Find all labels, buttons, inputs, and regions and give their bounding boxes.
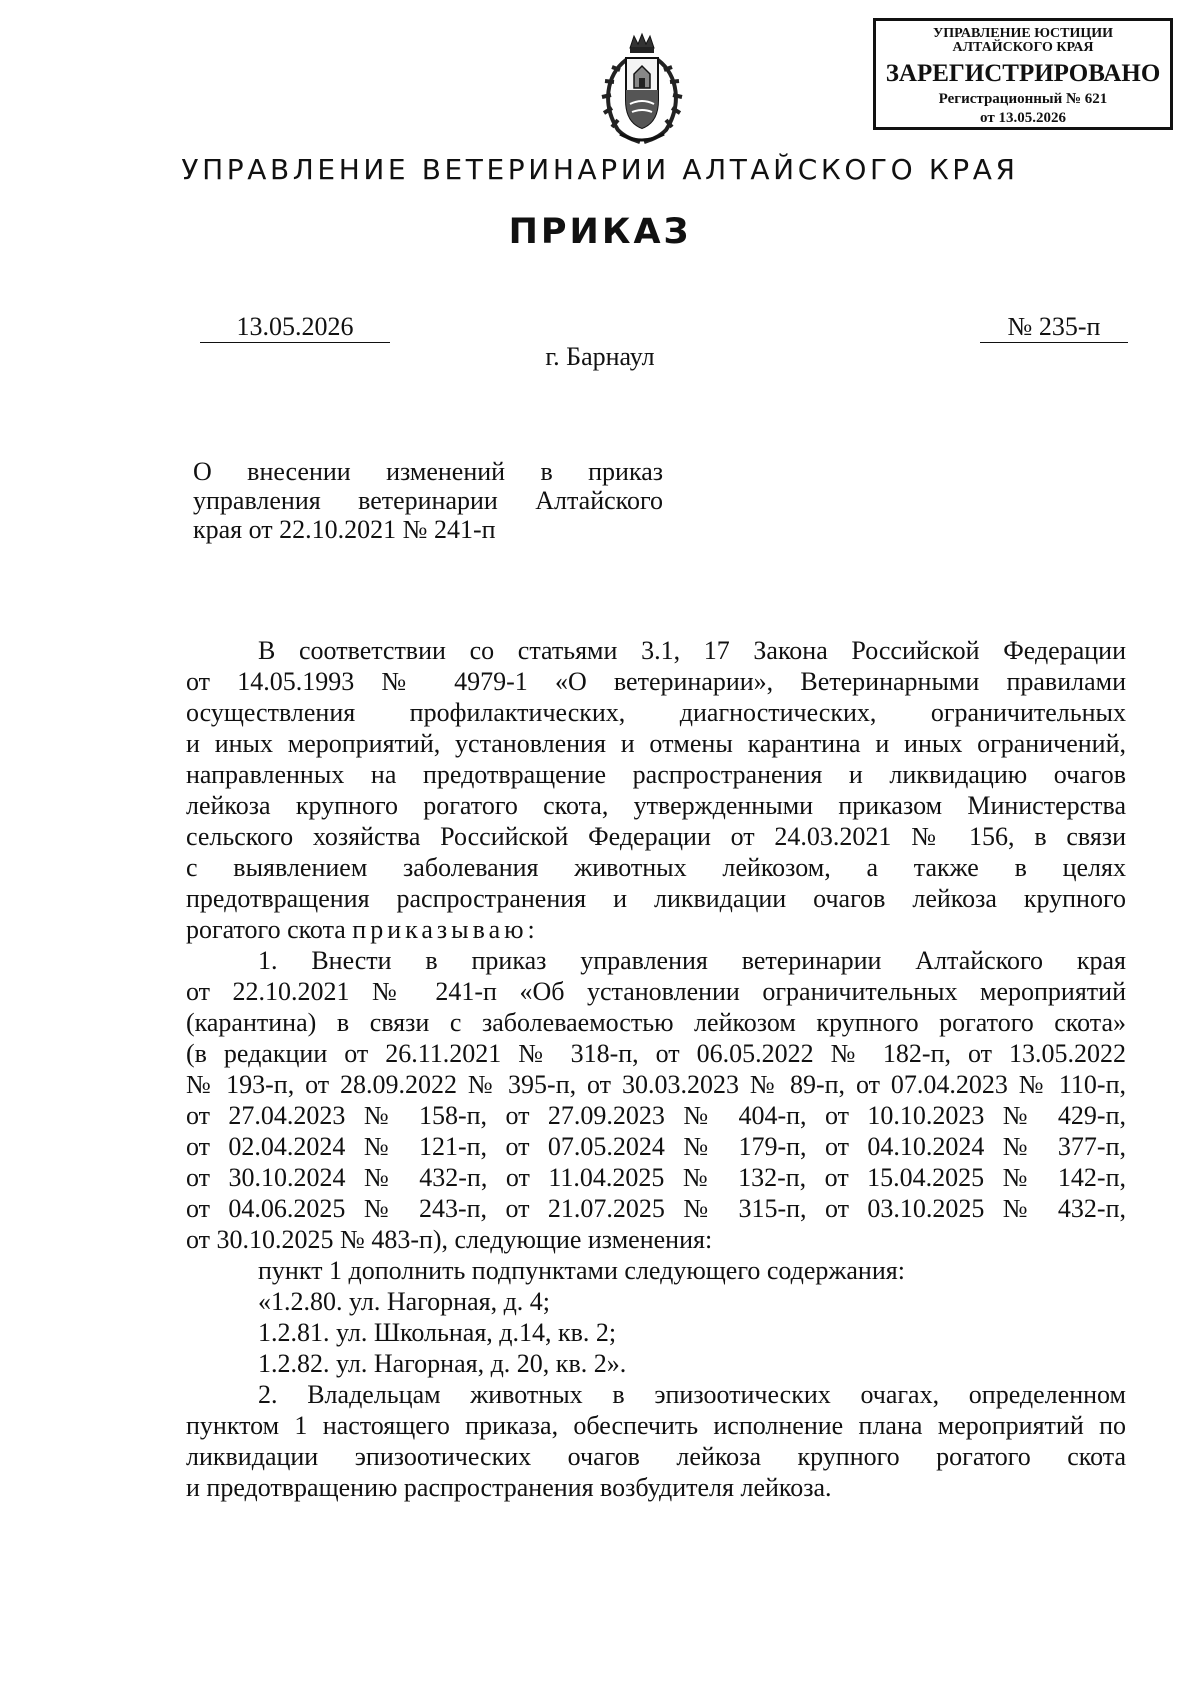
- order-subject: [193, 457, 663, 544]
- item2-line: и предотвращению распространения возбудителя лейкоза.: [186, 1473, 832, 1502]
- stamp-authority-line-1: УПРАВЛЕНИЕ ЮСТИЦИИ: [933, 26, 1113, 41]
- preamble-line: и иных мероприятий, установления и отмены карантина и иных ограничений,: [186, 729, 1126, 758]
- item2-line: ликвидации эпизоотических очагов лейкоза крупного рогатого скота: [186, 1442, 1126, 1471]
- subject-line: края от 22.10.2021 № 241-п: [193, 515, 496, 544]
- item1-line: (в редакции от 26.11.2021 № 318-п, от 06.05.2022 № 182-п, от 13.05.2022: [186, 1039, 1126, 1068]
- item1-line: от 22.10.2021 № 241-п «Об установлении ограничительных мероприятий: [186, 977, 1126, 1006]
- stamp-reg-date: от 13.05.2026: [980, 110, 1066, 126]
- preamble-final-line: [186, 914, 1126, 945]
- item1-line: (карантина) в связи с заболеваемостью лейкозом крупного рогатого скота»: [186, 1008, 1126, 1037]
- amendment-line: 1.2.82. ул. Нагорная, д. 20, кв. 2».: [258, 1349, 627, 1378]
- order-number: № 235-п: [980, 312, 1128, 343]
- amendment-line: пункт 1 дополнить подпунктами следующего содержания:: [258, 1256, 905, 1285]
- item2-line: 2. Владельцам животных в эпизоотических очагах, определенном: [258, 1380, 1126, 1409]
- item1-line: от 30.10.2025 № 483-п), следующие изменения:: [186, 1225, 713, 1254]
- order-body: [186, 635, 1126, 1503]
- preamble-line: осуществления профилактических, диагностических, ограничительных: [186, 698, 1126, 727]
- coat-of-arms-icon: [596, 30, 688, 148]
- stamp-title: ЗАРЕГИСТРИРОВАНО: [885, 60, 1161, 87]
- agency-name: УПРАВЛЕНИЕ ВЕТЕРИНАРИИ АЛТАЙСКОГО КРАЯ: [181, 153, 1019, 186]
- preamble-line: сельского хозяйства Российской Федерации от 24.03.2021 № 156, в связи: [186, 822, 1126, 851]
- stamp-reg-number: Регистрационный № 621: [938, 91, 1108, 107]
- item1-line: 1. Внести в приказ управления ветеринарии Алтайского края: [258, 946, 1126, 975]
- item1-line: от 27.04.2023 № 158-п, от 27.09.2023 № 404-п, от 10.10.2023 № 429-п,: [186, 1101, 1126, 1130]
- item1-line: от 04.06.2025 № 243-п, от 21.07.2025 № 315-п, от 03.10.2025 № 432-п,: [186, 1194, 1126, 1223]
- registration-stamp: [873, 18, 1173, 130]
- preamble-end: рогатого скота: [186, 915, 346, 944]
- amendment-line: 1.2.81. ул. Школьная, д.14, кв. 2;: [258, 1318, 617, 1347]
- document-type: ПРИКАЗ: [508, 212, 692, 252]
- preamble-line: от 14.05.1993 № 4979-1 «О ветеринарии», Ветеринарными правилами: [186, 667, 1126, 696]
- stamp-authority-line-2: АЛТАЙСКОГО КРАЯ: [952, 40, 1094, 55]
- preamble-line: лейкоза крупного рогатого скота, утвержденными приказом Министерства: [186, 791, 1126, 820]
- order-word: приказываю:: [352, 915, 539, 944]
- item2-line: пунктом 1 настоящего приказа, обеспечить исполнение плана мероприятий по: [186, 1411, 1126, 1440]
- preamble-line: с выявлением заболевания животных лейкозом, а также в целях: [186, 853, 1126, 882]
- preamble-line: предотвращения распространения и ликвидации очагов лейкоза крупного: [186, 884, 1126, 913]
- item1-line: № 193-п, от 28.09.2022 № 395-п, от 30.03.2023 № 89-п, от 07.04.2023 № 110-п,: [186, 1070, 1126, 1099]
- item1-line: от 02.04.2024 № 121-п, от 07.05.2024 № 179-п, от 04.10.2024 № 377-п,: [186, 1132, 1126, 1161]
- subject-line: управления ветеринарии Алтайского: [193, 486, 663, 515]
- preamble-line: направленных на предотвращение распространения и ликвидацию очагов: [186, 760, 1126, 789]
- subject-line: О внесении изменений в приказ: [193, 457, 663, 486]
- amendment-line: «1.2.80. ул. Нагорная, д. 4;: [258, 1287, 551, 1316]
- item1-line: от 30.10.2024 № 432-п, от 11.04.2025 № 132-п, от 15.04.2025 № 142-п,: [186, 1163, 1126, 1192]
- preamble-line: В соответствии со статьями 3.1, 17 Закона Российской Федерации: [258, 636, 1126, 665]
- order-date: 13.05.2026: [200, 312, 390, 343]
- order-city: г. Барнаул: [545, 342, 655, 371]
